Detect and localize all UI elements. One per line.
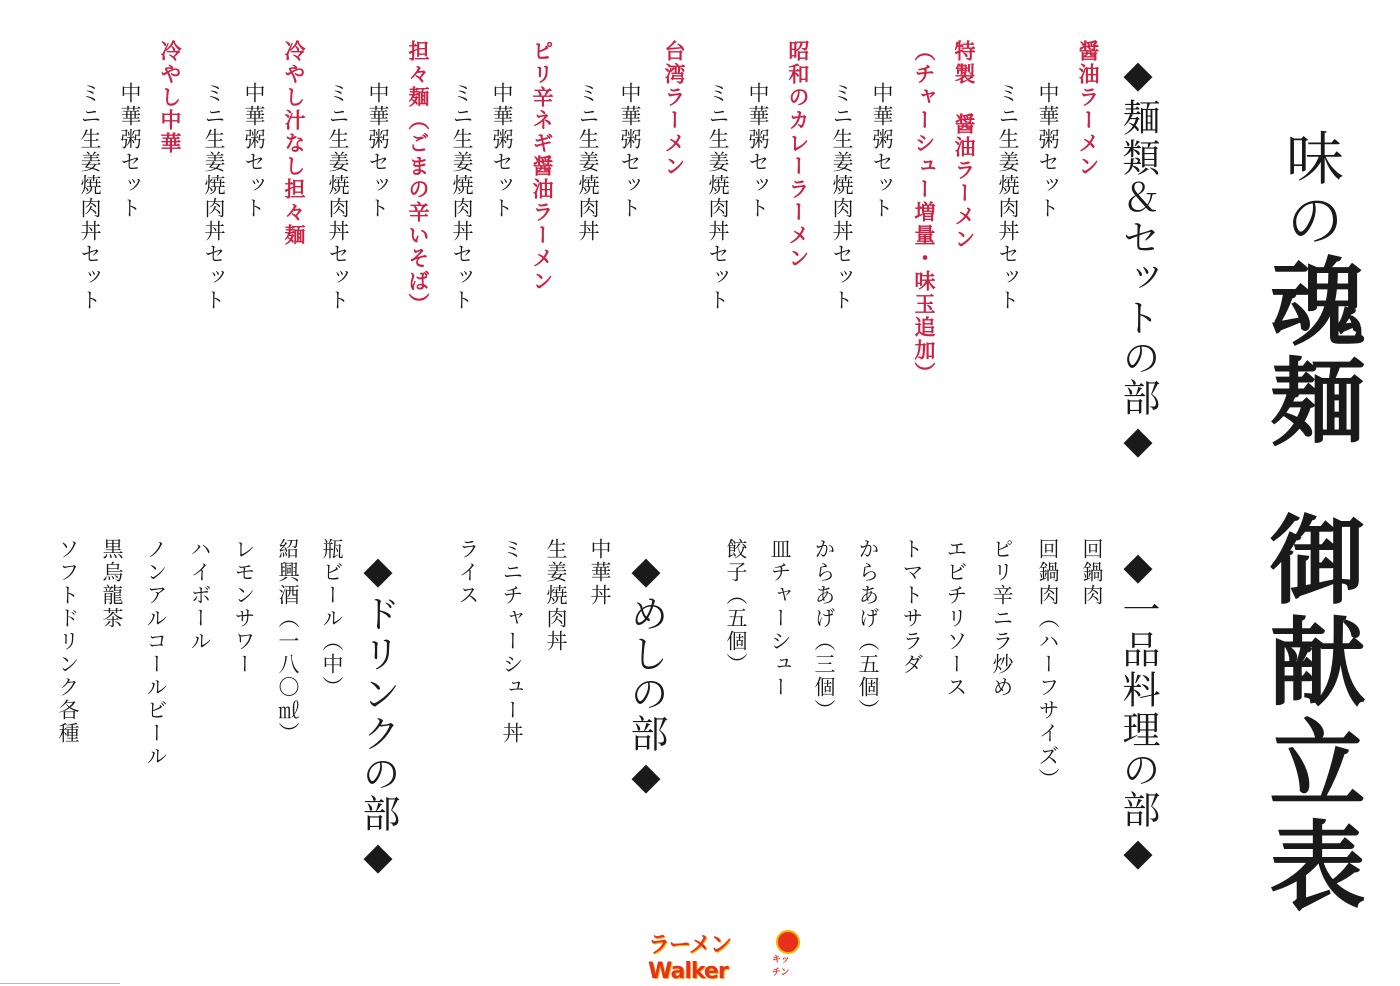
noodle-group-name: 台湾ラーメン xyxy=(662,40,687,178)
set-item: 中華粥セット xyxy=(366,82,390,220)
menu-title xyxy=(1254,128,1367,452)
rice-item: 生姜焼肉丼 xyxy=(544,538,568,653)
drink-item: ノンアルコールビール xyxy=(144,538,168,768)
logo-text: ラーメンWalker xyxy=(648,933,731,984)
drinks-heading: ◆ドリンクの部◆ xyxy=(356,548,400,880)
noodle-group-name: 特製 醤油ラーメン xyxy=(952,40,977,251)
rice-heading: ◆めしの部◆ xyxy=(624,548,668,800)
set-item: 中華粥セット xyxy=(118,82,142,220)
rice-item: 中華丼 xyxy=(588,538,612,607)
set-item: 中華粥セット xyxy=(618,82,642,220)
rice-item: ライス xyxy=(456,538,480,607)
dish-item: からあげ（五個） xyxy=(856,538,880,722)
set-item: ミニ生姜焼肉丼セット xyxy=(78,82,102,312)
noodle-group-name: 冷やし中華 xyxy=(158,40,183,155)
logo-subtext: キッチン xyxy=(772,955,790,978)
set-item: 中華粥セット xyxy=(1036,82,1060,220)
ramen-walker-logo xyxy=(648,928,796,984)
menu-subtitle: 御献立表 xyxy=(1254,510,1367,918)
logo-badge-icon xyxy=(776,930,800,954)
set-item: 中華粥セット xyxy=(242,82,266,220)
set-item: ミニ生姜焼肉丼 xyxy=(576,82,600,243)
drink-item: ソフトドリンク各種 xyxy=(56,538,80,745)
set-item: ミニ生姜焼肉丼セット xyxy=(202,82,226,312)
noodle-group-name: ピリ辛ネギ醤油ラーメン xyxy=(530,40,555,293)
set-item: ミニ生姜焼肉丼セット xyxy=(996,82,1020,312)
dish-item: ピリ辛ニラ炒め xyxy=(990,538,1014,699)
dish-item: エビチリソース xyxy=(944,538,968,699)
set-item: ミニ生姜焼肉丼セット xyxy=(326,82,350,312)
set-item: ミニ生姜焼肉丼セット xyxy=(706,82,730,312)
rice-item: ミニチャーシュー丼 xyxy=(500,538,524,745)
set-item: 中華粥セット xyxy=(746,82,770,220)
noodle-group-name: 担々麺（ごまの辛いそば） xyxy=(406,40,431,316)
dish-item: 回鍋肉 xyxy=(1080,538,1104,607)
set-item: ミニ生姜焼肉丼セット xyxy=(450,82,474,312)
set-item: ミニ生姜焼肉丼セット xyxy=(830,82,854,312)
dish-item: 皿チャーシュー xyxy=(768,538,792,699)
noodle-group-name: 醤油ラーメン xyxy=(1076,40,1101,178)
set-item: 中華粥セット xyxy=(490,82,514,220)
noodle-group-name: 昭和のカレーラーメン xyxy=(786,40,811,270)
title-prefix: 味の xyxy=(1276,128,1344,252)
noodle-group-name: 冷やし汁なし担々麺 xyxy=(282,40,307,247)
noodles-heading: ◆麺類＆セットの部◆ xyxy=(1116,52,1160,464)
drink-item: 瓶ビール（中） xyxy=(320,538,344,699)
noodle-group-note: （チャーシュー増量・味玉追加） xyxy=(912,40,937,385)
title-main: 魂麺 xyxy=(1254,252,1367,452)
dish-item: 回鍋肉（ハーフサイズ） xyxy=(1036,538,1060,791)
set-item: 中華粥セット xyxy=(870,82,894,220)
dish-item: トマトサラダ xyxy=(900,538,924,676)
bottom-rule xyxy=(0,983,120,984)
drink-item: レモンサワー xyxy=(232,538,256,676)
drink-item: ハイボール xyxy=(188,538,212,653)
dish-item: 餃子（五個） xyxy=(724,538,748,676)
dish-item: からあげ（三個） xyxy=(812,538,836,722)
drink-item: 黒烏龍茶 xyxy=(100,538,124,630)
drink-item: 紹興酒（一八〇㎖） xyxy=(276,538,300,745)
dishes-heading: ◆一品料理の部◆ xyxy=(1116,544,1160,876)
